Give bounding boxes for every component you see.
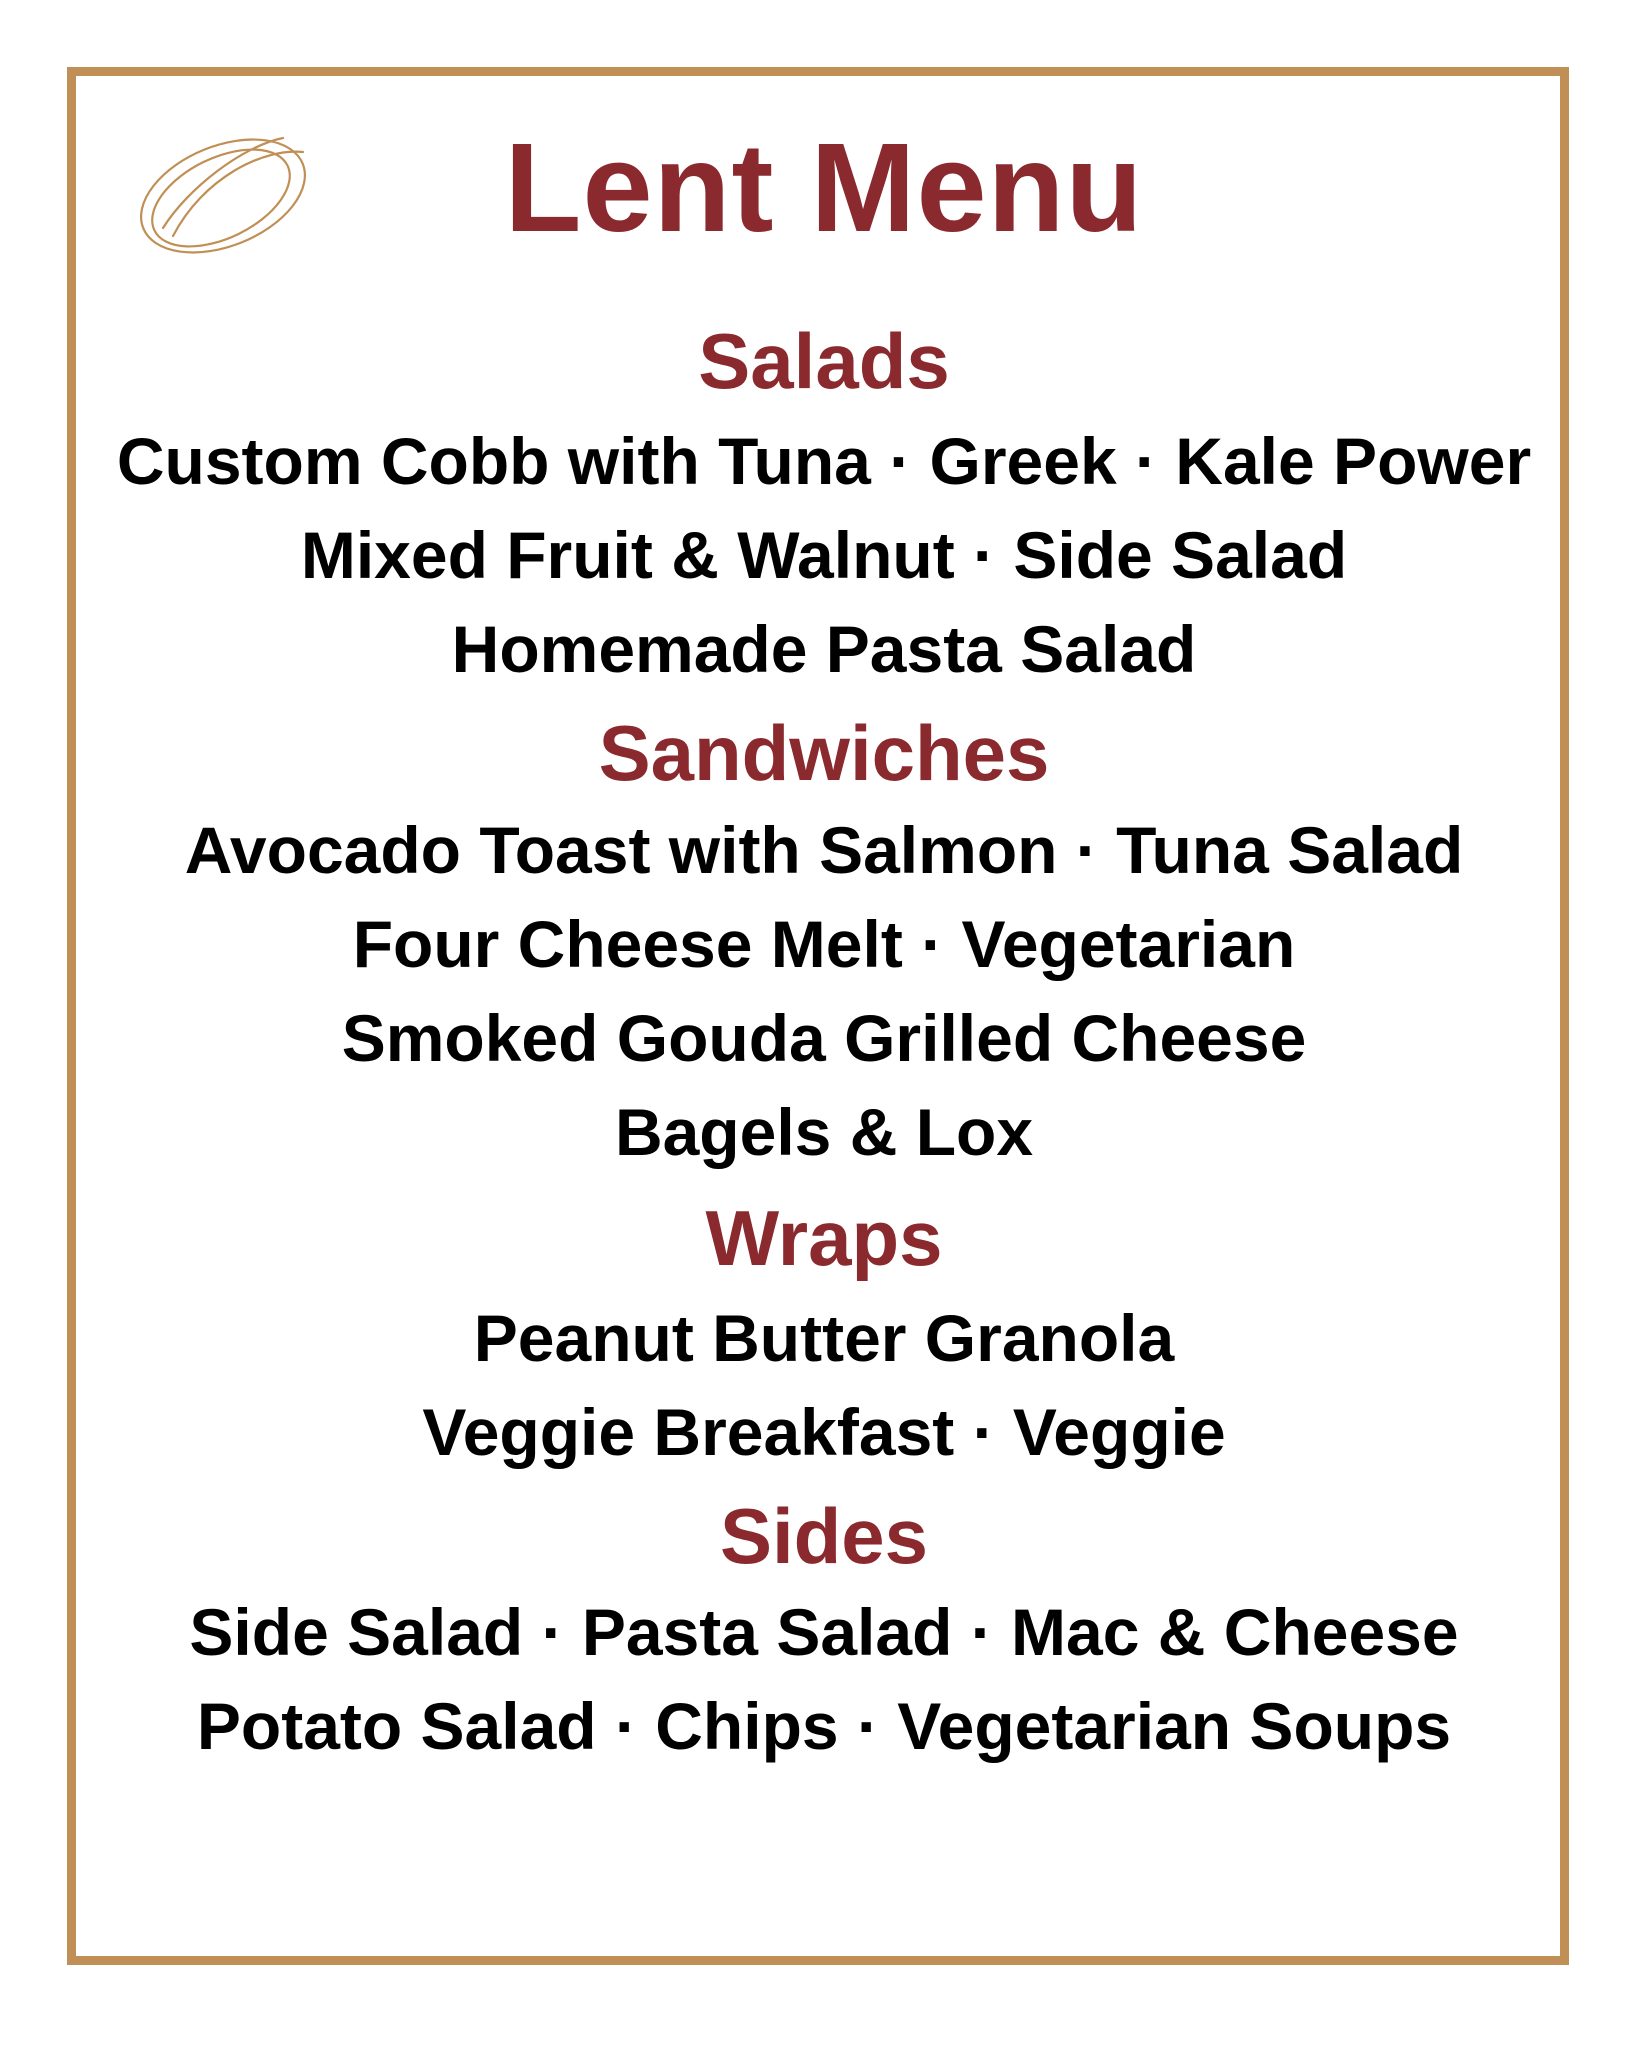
sandwiches-line-2: Four Cheese Melt · Vegetarian bbox=[352, 907, 1296, 981]
section-heading-salads: Salads bbox=[698, 317, 950, 405]
salads-line-3: Homemade Pasta Salad bbox=[451, 612, 1197, 686]
sandwiches-line-1: Avocado Toast with Salmon · Tuna Salad bbox=[184, 813, 1464, 887]
salads-line-1: Custom Cobb with Tuna · Greek · Kale Power bbox=[116, 424, 1532, 498]
sandwiches-line-4: Bagels & Lox bbox=[614, 1095, 1034, 1169]
sides-line-1: Side Salad · Pasta Salad · Mac & Cheese bbox=[189, 1595, 1459, 1669]
menu-title: Lent Menu bbox=[504, 117, 1144, 258]
sides-line-2: Potato Salad · Chips · Vegetarian Soups bbox=[196, 1689, 1452, 1763]
wraps-line-2: Veggie Breakfast · Veggie bbox=[422, 1395, 1226, 1469]
section-heading-wraps: Wraps bbox=[705, 1194, 943, 1282]
section-heading-sandwiches: Sandwiches bbox=[598, 709, 1050, 797]
sandwiches-line-3: Smoked Gouda Grilled Cheese bbox=[341, 1001, 1307, 1075]
section-heading-sides: Sides bbox=[719, 1492, 929, 1580]
wraps-line-1: Peanut Butter Granola bbox=[473, 1301, 1175, 1375]
salads-line-2: Mixed Fruit & Walnut · Side Salad bbox=[300, 518, 1348, 592]
